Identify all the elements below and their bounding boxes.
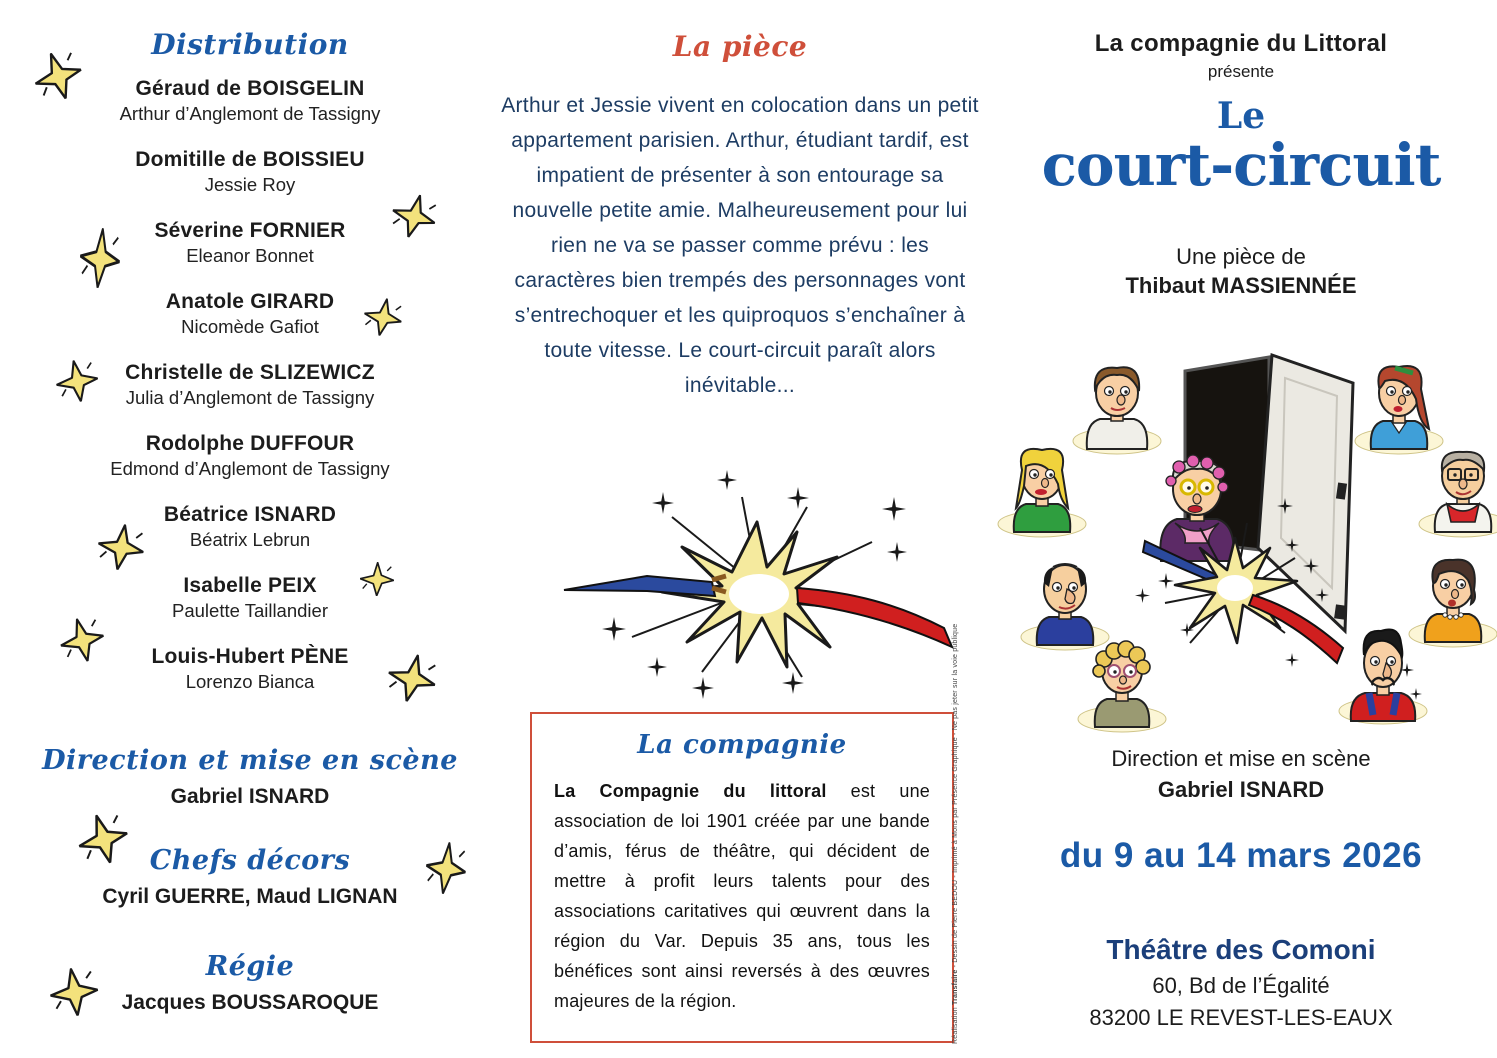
character-redhead-woman <box>1355 366 1443 454</box>
compagnie-lead: La Compagnie du littoral <box>554 781 827 801</box>
cast-entry <box>30 431 470 481</box>
actor-name: Christelle de SLIZEWICZ <box>125 361 375 384</box>
role-name: Edmond d’Anglemont de Tassigny <box>110 458 390 479</box>
role-name: Arthur d’Anglemont de Tassigny <box>119 103 381 124</box>
regie-title: Régie <box>205 951 295 982</box>
actor-name: Louis-Hubert PÈNE <box>151 645 349 668</box>
character-blonde-woman <box>998 449 1086 537</box>
sparkle-star-icon <box>384 650 441 707</box>
role-name: Béatrix Lebrun <box>189 529 311 550</box>
character-bob-woman <box>1409 560 1497 647</box>
actor-name: Béatrice ISNARD <box>163 503 337 526</box>
role-name: Paulette Taillandier <box>172 600 328 621</box>
character-old-man <box>1419 452 1497 537</box>
sparkle-star-icon <box>423 840 468 896</box>
venue-address-line2: 83200 LE REVEST-LES-EAUX <box>1089 1005 1393 1030</box>
actor-name: Rodolphe DUFFOUR <box>145 432 355 455</box>
role-name: Julia d’Anglemont de Tassigny <box>125 387 375 408</box>
cast-entry <box>30 147 470 197</box>
venue-address-line1: 60, Bd de l’Égalité <box>1152 973 1330 998</box>
cast-illustration <box>985 333 1497 735</box>
play-title: court-circuit <box>1041 131 1441 199</box>
director-name: Gabriel ISNARD <box>1157 777 1325 802</box>
role-name: Jessie Roy <box>204 174 296 195</box>
sparkle-star-icon <box>78 227 122 290</box>
print-credits <box>952 623 959 1044</box>
show-dates: du 9 au 14 mars 2026 <box>1059 836 1423 875</box>
venue-name: Théâtre des Comoni <box>1106 934 1376 965</box>
compagnie-title: La compagnie <box>637 730 847 760</box>
decors-names: Cyril GUERRE, Maud LIGNAN <box>102 885 398 908</box>
actor-name: Anatole GIRARD <box>165 290 335 313</box>
role-name: Eleanor Bonnet <box>186 245 314 266</box>
character-balding-man <box>1021 564 1109 650</box>
direction-section <box>30 745 470 809</box>
piece-by-label: Une pièce de <box>1176 244 1306 269</box>
compagnie-text <box>554 776 930 1016</box>
character-mustache-man <box>1339 630 1427 725</box>
presents-label: présente <box>1207 62 1275 81</box>
sparkle-star-icon <box>52 356 102 406</box>
character-curly-woman <box>1078 641 1166 732</box>
actor-name: Domitille de BOISSIEU <box>135 148 365 171</box>
direction-name: Gabriel ISNARD <box>170 785 330 808</box>
character-young-man <box>1073 367 1161 454</box>
credits-pre: Réalisation <box>952 1005 959 1044</box>
role-name: Lorenzo Bianca <box>185 671 315 692</box>
sparkle-star-icon <box>360 562 394 596</box>
piece-synopsis: Arthur et Jessie vivent en colocation dans un petit appartement parisien. Arthur, étudiant tardif, est impatient de présenter à son entourage sa nouvelle petite amie. Malheureusement pour lui rien ne va se passer comme prévu : les caractères bien trempés des personnages vont s’entrechoquer et les quiproquos s’enchaîner à toute vitesse. Le court-circuit paraît alors inévitable... <box>501 94 979 397</box>
starburst-core <box>729 574 789 614</box>
sparkle-star-icon <box>95 521 147 573</box>
distribution-title: Distribution <box>151 28 349 61</box>
regie-name: Jacques BOUSSAROQUE <box>121 991 379 1014</box>
actor-name: Géraud de BOISGELIN <box>135 77 365 100</box>
spark-illustration <box>552 462 962 707</box>
actor-name: Séverine FORNIER <box>154 219 346 242</box>
compagnie-box <box>530 712 954 1043</box>
blue-wire <box>564 576 715 596</box>
direction-title: Direction et mise en scène <box>42 745 458 776</box>
compagnie-body: est une association de loi 1901 créée par une bande d’amis, férus de théâtre, qui décident de mettre à profit leurs talents pour des associations caritatives qui œuvrent dans la région du Var. Depuis 35 ans, tous les bénéfices sont ainsi reversés à des œuvres majeures de la région. <box>554 781 930 1011</box>
title-le: Le <box>1216 95 1266 137</box>
actor-name: Isabelle PEIX <box>183 574 317 597</box>
author-name: Thibaut MASSIENNÉE <box>1125 273 1357 298</box>
sparkle-star-icon <box>46 964 102 1020</box>
role-name: Nicomède Gafiot <box>181 316 319 337</box>
sparkle-star-icon <box>361 295 405 339</box>
decors-title: Chefs décors <box>149 845 351 876</box>
credits-rest: - Dessin de Pierre BEDOU - Imprimé à Mons par Présence Graphique - Ne pas jeter sur la voie publique <box>952 623 959 970</box>
cast-panel <box>30 28 470 692</box>
piece-title: La pièce <box>672 30 808 63</box>
cast-entry <box>30 502 470 552</box>
cast-entry <box>30 289 470 339</box>
credits-studio: Transfaire <box>952 969 959 1006</box>
cast-entry <box>30 76 470 126</box>
company-name: La compagnie du Littoral <box>1094 30 1388 57</box>
direction-label: Direction et mise en scène <box>1111 746 1371 771</box>
